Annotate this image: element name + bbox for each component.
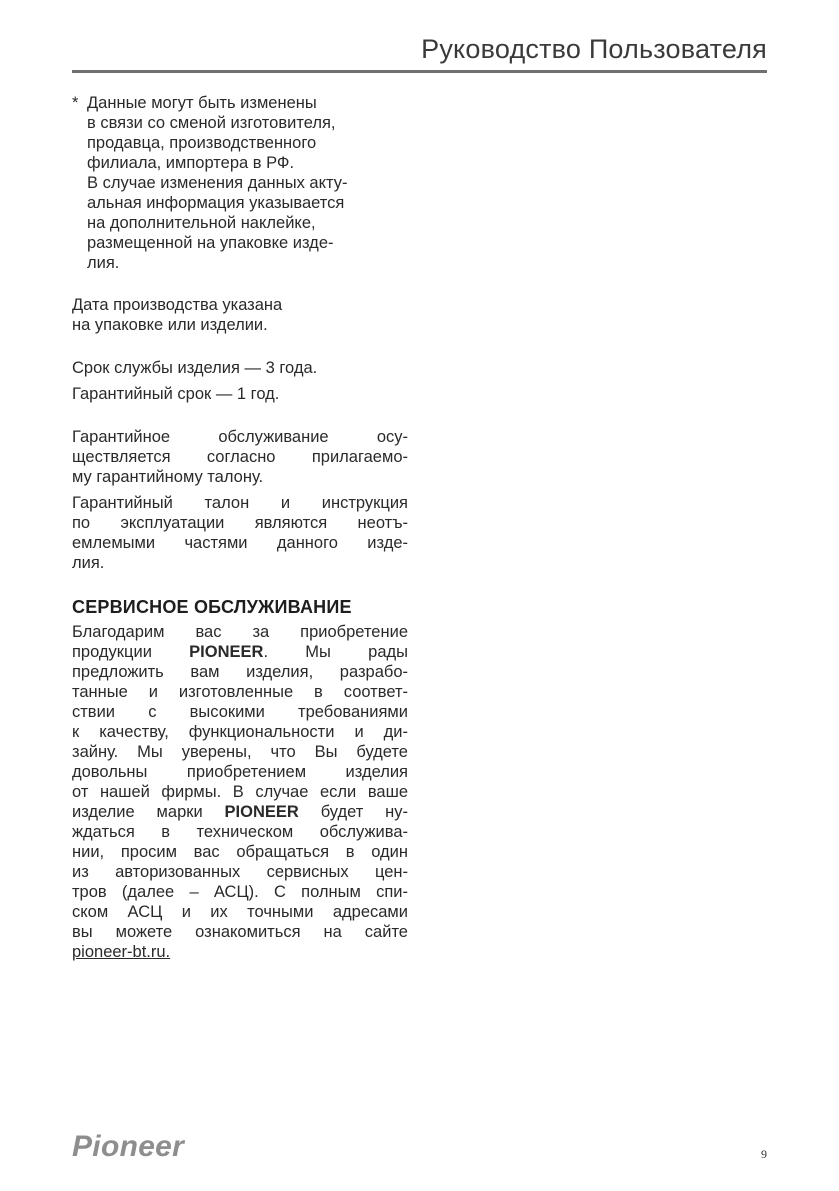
data-change-note — [72, 93, 408, 273]
note-line: В случае изменения данных акту- — [87, 174, 348, 192]
note-line: Данные могут быть изменены — [87, 94, 317, 112]
note-line: на дополнительной наклейке, — [87, 214, 316, 232]
note-line: в связи со сменой изготовителя, — [87, 114, 336, 132]
brand-name: PIONEER — [189, 643, 264, 661]
paragraph-line: нии, просим вас обращаться в один — [72, 843, 408, 861]
note-line: альная информация указывается — [87, 194, 345, 212]
paragraph-line — [72, 942, 408, 962]
paragraph-line: ствии с высокими требованиями — [72, 703, 408, 721]
note-line: филиала, импортера в РФ. — [87, 154, 295, 172]
pioneer-logo: Pioneer — [72, 1130, 185, 1163]
paragraph-line: из авторизованных сервисных цен- — [72, 863, 408, 881]
paragraph-line: му гарантийному талону. — [72, 468, 264, 486]
paragraph-line: продукции PIONEER. Мы рады — [72, 643, 408, 661]
note-line: лия. — [87, 254, 120, 272]
paragraph-line: Гарантийный талон и инструкция — [72, 494, 408, 512]
paragraph-line: изделие марки PIONEER будет ну- — [72, 803, 408, 821]
warranty-card-paragraph — [72, 493, 408, 573]
paragraph-line: Гарантийное обслуживание осу- — [72, 428, 408, 446]
paragraph-line: по эксплуатации являются неотъ- — [72, 514, 408, 532]
footnote-marker: * — [72, 94, 79, 112]
paragraph-line: на упаковке или изделии. — [72, 316, 268, 334]
paragraph-line: емлемыми частями данного изде- — [72, 534, 408, 552]
website-link[interactable]: pioneer-bt.ru. — [72, 943, 171, 961]
brand-name: PIONEER — [224, 803, 299, 821]
service-section-heading: СЕРВИСНОЕ ОБСЛУЖИВАНИЕ — [72, 597, 352, 617]
main-column — [72, 93, 408, 962]
paragraph-line: ждаться в техническом обслужива- — [72, 823, 408, 841]
page-title: Руководство Пользователя — [421, 34, 767, 64]
paragraph-line: ществляется согласно прилагаемо- — [72, 448, 408, 466]
paragraph-line: танные и изготовленные в соответ- — [72, 683, 408, 701]
note-line: продавца, производственного — [87, 134, 317, 152]
header-divider — [72, 70, 767, 73]
page-number: 9 — [761, 1147, 767, 1161]
paragraph-line: ском АСЦ и их точными адресами — [72, 903, 408, 921]
warranty-service-paragraph — [72, 427, 408, 487]
production-date-paragraph — [72, 295, 408, 335]
paragraph-line: Дата производства указана — [72, 296, 283, 314]
paragraph-line: зайну. Мы уверены, что Вы будете — [72, 743, 408, 761]
service-life-line: Срок службы изделия — 3 года. — [72, 359, 318, 377]
paragraph-line: тров (далее – АСЦ). С полным спи- — [72, 883, 408, 901]
note-line: размещенной на упаковке изде- — [87, 234, 334, 252]
paragraph-line: от нашей фирмы. В случае если ваше — [72, 783, 408, 801]
paragraph-line: Благодарим вас за приобретение — [72, 623, 408, 641]
paragraph-line: лия. — [72, 554, 105, 572]
paragraph-line: к качеству, функциональности и ди- — [72, 723, 408, 741]
paragraph-line: довольны приобретением изделия — [72, 763, 408, 781]
terms-block — [72, 358, 408, 404]
warranty-term-line: Гарантийный срок — 1 год. — [72, 385, 280, 403]
paragraph-line: предложить вам изделия, разрабо- — [72, 663, 408, 681]
service-paragraph — [72, 622, 408, 962]
paragraph-line: вы можете ознакомиться на сайте — [72, 923, 408, 941]
